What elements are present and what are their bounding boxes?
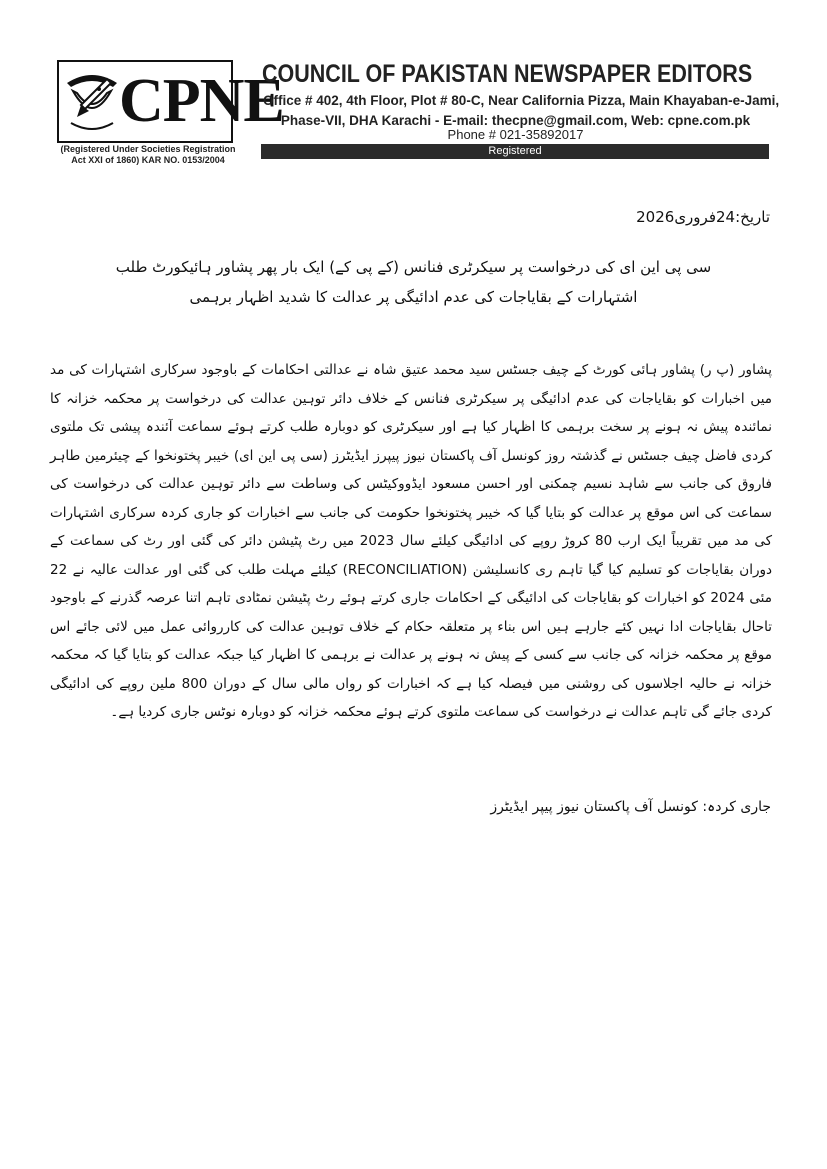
headline bbox=[100, 252, 727, 312]
phone-number: Phone # 021-35892017 bbox=[447, 127, 584, 142]
registration-note-line2: Act XXI of 1860) KAR NO. 0153/2004 bbox=[71, 155, 225, 165]
address-line-2: Phase-VII, DHA Karachi - E-mail: thecpne@gmail.com, Web: cpne.com.pk bbox=[280, 113, 751, 128]
date-line: تاریخ:24فروری2026 bbox=[636, 208, 770, 226]
headline-line-2: اشتہارات کے بقایاجات کی عدم ادائیگی پر عدالت کا شدید اظہار برہمی bbox=[189, 288, 638, 306]
registered-banner: Registered bbox=[261, 144, 769, 159]
organization-name: COUNCIL OF PAKISTAN NEWSPAPER EDITORS bbox=[262, 60, 753, 88]
pen-nib-emblem-icon bbox=[63, 65, 121, 139]
registration-note bbox=[57, 144, 239, 166]
issued-by: جاری کردہ: کونسل آف پاکستان نیوز پیپر ایڈیٹرز bbox=[490, 799, 771, 815]
cpne-logo bbox=[57, 60, 284, 143]
address-line-1: Office # 402, 4th Floor, Plot # 80-C, Near California Pizza, Main Khayaban-e-Jami, bbox=[263, 93, 780, 108]
headline-line-1: سی پی این ای کی درخواست پر سیکرٹری فنانس (کے پی کے) ایک بار پھر پشاور ہائیکورٹ طلب bbox=[115, 258, 712, 276]
logo-text: CPNE bbox=[119, 67, 284, 135]
registration-note-line1: (Registered Under Societies Registration bbox=[60, 144, 236, 154]
press-release-body: پشاور (پ ر) پشاور ہائی کورٹ کے چیف جسٹس سید محمد عتیق شاہ نے عدالتی احکامات کے باوجود سرکاری اشتہارات کی مد میں اخبارات کو بقایاجات کی عدم ادائیگی پر سیکرٹری فنانس کے خلاف دائر توہین عدالت کی درخواست پر محکمہ خزانہ کا نمائندہ پیش نہ ہونے پر سخت برہمی کا اظہار کیا ہے اور سیکرٹری کو دوبارہ طلب کرتے ہوئے سماعت آئندہ پیشی تک ملتوی کردی فاضل چیف جسٹس نے گذشتہ روز کونسل آف پاکستان نیوز پیپرز ایڈیٹرز (سی پی این ای) خیبر پختونخوا کے چیئرمین طاہر فاروق کی جانب سے شاہد نسیم چمکنی اور احسن مسعود ایڈووکیٹس کی وساطت سے دائر توہین عدالت کی درخواست کی سماعت کی اس موقع پر عدالت کو بتایا گیا کہ خیبر پختونخوا حکومت کی جانب سے اخبارات کو جاری کردہ سرکاری اشتہارات کی مد میں تقریباً ایک ارب 80 کروڑ روپے کی ادائیگی کیلئے سال 2023 میں رٹ پٹیشن دائر کی گئی اور رٹ کی سماعت کے دوران بقایاجات کو تسلیم کیا گیا تاہم ری کانسلیشن (RECONCILIATION) کیلئے مہلت طلب کی گئی اور عدالت عالیہ نے 22 مئی 2024 کو اخبارات کو بقایاجات کی ادائیگی کے احکامات جاری کرتے ہوئے رٹ پٹیشن نمٹادی تاہم اتنا عرصہ گذرنے کے باوجود تاحال بقایاجات ادا نہیں کئے جارہے ہیں اس بناء پر متعلقہ حکام کے خلاف توہین عدالت کی کارروائی عمل میں لائی جائے اس موقع پر محکمہ خزانہ کی جانب سے کسی کے پیش نہ ہونے پر عدالت نے برہمی کا اظہار کیا جبکہ عدالت کو بتایا گیا کہ محکمہ خزانہ نے حالیہ اجلاسوں کی روشنی میں فیصلہ کیا ہے کہ اخبارات کو رواں مالی سال کے دوران 800 ملین روپے کی ادائیگی کردی جائے گی تاہم عدالت نے درخواست کی سماعت ملتوی کرتے ہوئے محکمہ خزانہ کو دوبارہ نوٹس جاری کردیا ہے۔ bbox=[50, 362, 773, 720]
